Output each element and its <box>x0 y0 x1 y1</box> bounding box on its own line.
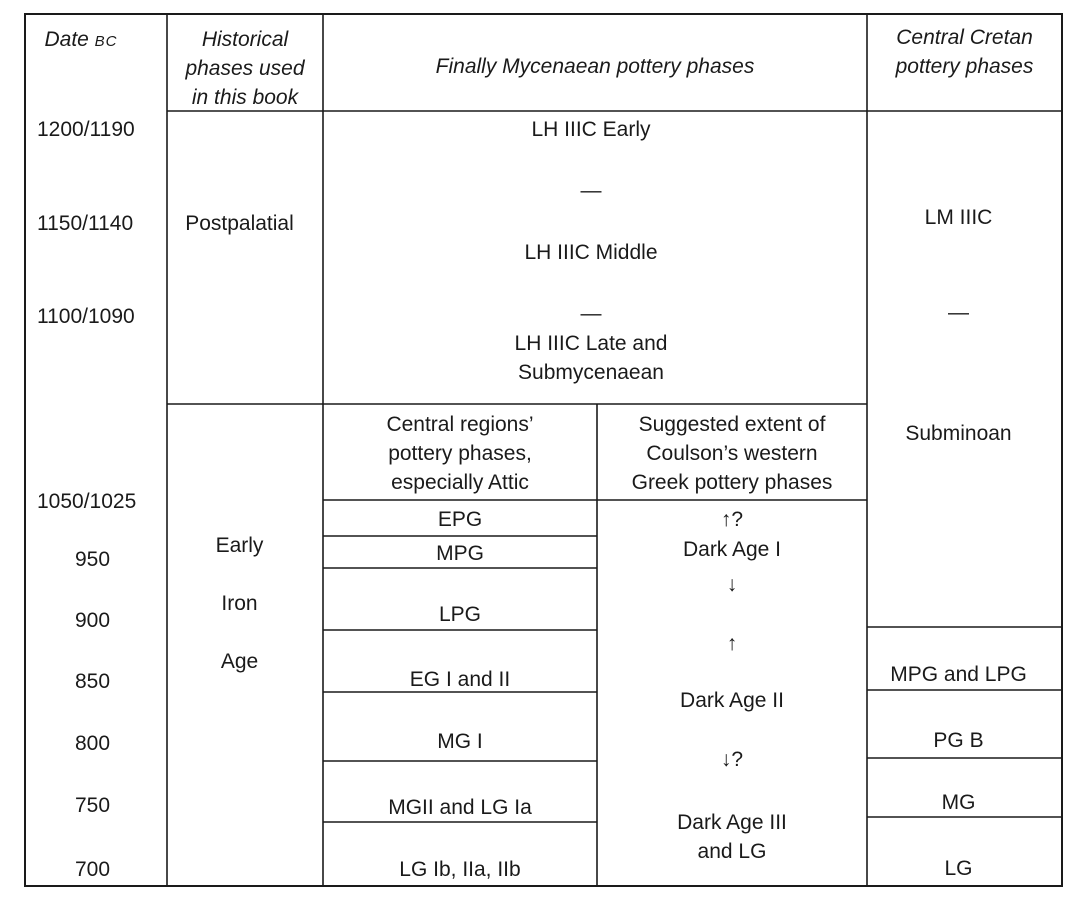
date-950: 950 <box>75 548 111 571</box>
cretan-mpg-lpg: MPG and LPG <box>890 663 1027 686</box>
central-mg1: MG I <box>437 730 483 753</box>
cretan-lm-iiic: LM IIIC <box>924 206 993 229</box>
header-cretan-line-1: Central Cretan <box>896 26 1033 49</box>
mycenaean-dash-2: — <box>580 302 602 325</box>
western-dark-age-3-line-1: Dark Age III <box>677 811 787 834</box>
western-up-arrow: ↑ <box>726 632 738 655</box>
subheader-western-line-3: Greek pottery phases <box>631 471 833 494</box>
mycenaean-middle: LH IIIC Middle <box>524 241 658 264</box>
central-eg: EG I and II <box>409 668 511 691</box>
header-historical-line-2: phases used <box>185 57 305 80</box>
subheader-western-line-1: Suggested extent of <box>638 413 826 436</box>
header-historical-line-1: Historical <box>201 28 289 51</box>
date-800: 800 <box>75 732 111 755</box>
date-1050: 1050/1025 <box>37 490 137 513</box>
header-historical <box>167 25 323 112</box>
subheader-central-line-3: especially Attic <box>391 471 529 494</box>
historical-iron: Iron <box>221 592 258 615</box>
header-date-label: Date <box>44 28 89 51</box>
central-mg2: MGII and LG Ia <box>388 796 532 819</box>
cretan-mg: MG <box>941 791 976 814</box>
mycenaean-late-line-1: LH IIIC Late and <box>514 332 668 355</box>
cretan-lg: LG <box>944 857 973 880</box>
historical-postpalatial: Postpalatial <box>185 212 294 235</box>
central-lg: LG Ib, IIa, IIb <box>399 858 521 881</box>
date-750: 750 <box>75 794 111 817</box>
western-up-question: ↑? <box>720 508 744 531</box>
historical-age: Age <box>220 650 259 673</box>
subheader-central <box>323 410 597 497</box>
mycenaean-late-line-2: Submycenaean <box>518 361 664 384</box>
central-epg: EPG <box>437 508 483 531</box>
cretan-pg-b: PG B <box>933 729 984 752</box>
header-date-era: BC <box>94 33 118 50</box>
western-down-arrow: ↓ <box>726 573 738 596</box>
central-lpg: LPG <box>438 603 482 626</box>
date-1200: 1200/1190 <box>37 118 135 141</box>
mycenaean-early: LH IIIC Early <box>531 118 651 141</box>
subheader-central-line-2: pottery phases, <box>388 442 532 465</box>
western-dark-age-1: Dark Age I <box>682 538 782 561</box>
historical-early: Early <box>215 534 264 557</box>
date-700: 700 <box>75 858 111 881</box>
western-dark-age-3-line-2: and LG <box>697 840 767 863</box>
header-mycenaean: Finally Mycenaean pottery phases <box>435 55 755 78</box>
header-cretan-line-2: pottery phases <box>895 55 1034 78</box>
subheader-western <box>597 410 867 497</box>
cretan-subminoan: Subminoan <box>905 422 1012 445</box>
subheader-western-line-2: Coulson’s western <box>646 442 818 465</box>
subheader-central-line-1: Central regions’ <box>386 413 534 436</box>
header-date <box>25 25 137 56</box>
central-mpg: MPG <box>436 542 484 565</box>
date-1150: 1150/1140 <box>37 212 134 235</box>
mycenaean-late <box>323 329 859 387</box>
date-900: 900 <box>75 609 111 632</box>
header-cretan <box>867 23 1062 81</box>
date-1100: 1100/1090 <box>37 305 135 328</box>
western-dark-age-2: Dark Age II <box>680 689 784 712</box>
date-850: 850 <box>75 670 111 693</box>
header-historical-line-3: in this book <box>191 86 299 109</box>
mycenaean-dash-1: — <box>580 179 602 202</box>
western-dark-age-3 <box>597 808 867 866</box>
western-down-question: ↓? <box>720 748 744 771</box>
cretan-dash: — <box>948 301 969 324</box>
